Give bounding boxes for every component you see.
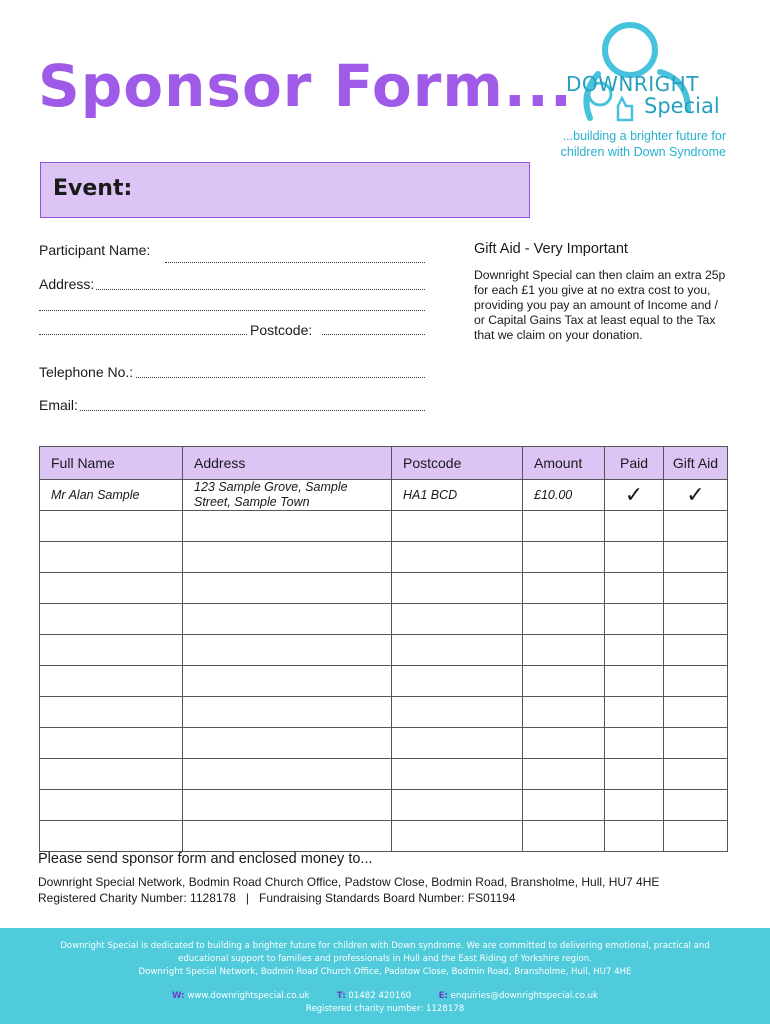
web-key: W: [171,991,185,1001]
address-cell[interactable] [183,511,392,542]
address-line-3[interactable] [39,334,247,335]
amount-cell[interactable] [523,759,605,790]
amount-cell[interactable] [523,573,605,604]
name-cell[interactable] [40,666,183,697]
logo-wordmark-downright: DOWNRIGHT [566,72,699,96]
address-cell[interactable] [183,821,392,852]
address-line-2[interactable] [39,310,425,311]
column-header-full-name: Full Name [40,447,183,480]
logo-wordmark-special: Special [644,94,720,118]
amount-cell[interactable] [523,542,605,573]
paid-cell[interactable] [605,821,664,852]
sponsor-table [39,446,728,852]
paid-cell[interactable] [605,511,664,542]
name-cell[interactable] [40,728,183,759]
footer-mission-line-2: educational support to families and professionals in Hull and the East Riding of Yorkshire region. [178,954,592,964]
amount-cell[interactable] [523,821,605,852]
address-cell[interactable] [183,728,392,759]
amount-cell[interactable] [523,728,605,759]
address-line-1[interactable] [39,289,425,290]
table-row [40,728,728,759]
name-cell[interactable] [40,790,183,821]
paid-cell[interactable] [605,604,664,635]
tagline-line-2: children with Down Syndrome [560,145,726,159]
footer-charity-number: Registered charity number: 1128178 [305,1004,465,1014]
column-header-address: Address [183,447,392,480]
address-cell[interactable] [183,573,392,604]
paid-cell[interactable] [605,728,664,759]
gift-aid-cell[interactable] [664,573,728,604]
postcode-cell[interactable] [392,759,523,790]
address-cell[interactable] [183,697,392,728]
paid-cell[interactable] [605,635,664,666]
send-address: Downright Special Network, Bodmin Road Church Office, Padstow Close, Bodmin Road, Bransholme, Hull, HU7 4HE [38,875,660,889]
gift-aid-cell[interactable] [664,666,728,697]
amount-cell[interactable] [523,697,605,728]
address-cell[interactable] [183,604,392,635]
telephone-label: Telephone No.: [39,364,134,380]
postcode-line[interactable] [322,334,425,335]
email-label: Email: [39,397,78,413]
sample-gift-aid-check[interactable]: ✓ [664,480,728,511]
gift-aid-cell[interactable] [664,635,728,666]
paid-cell[interactable] [605,697,664,728]
footer [0,928,770,1024]
postcode-cell[interactable] [392,821,523,852]
name-cell[interactable] [40,697,183,728]
gift-aid-text: Downright Special can then claim an extra 25p for each £1 you give at no extra cost to you, providing you pay an amount of Income and / or Capital Gains Tax at least equal to the Tax that we claim on your donation. [474,268,726,342]
table-header-row [40,447,728,480]
event-field[interactable] [40,162,530,218]
column-header-amount: Amount [523,447,605,480]
name-cell[interactable] [40,821,183,852]
email-link[interactable]: enquiries@downrightspecial.co.uk [450,991,599,1001]
name-cell[interactable] [40,759,183,790]
sample-postcode[interactable]: HA1 BCD [392,480,523,511]
gift-aid-cell[interactable] [664,821,728,852]
table-row [40,821,728,852]
footer-mission-line-1: Downright Special is dedicated to building a brighter future for children with Down syndrome. We are committed to delivering emotional, practical and [60,941,710,951]
address-cell[interactable] [183,790,392,821]
gift-aid-cell[interactable] [664,697,728,728]
postcode-cell[interactable] [392,573,523,604]
footer-address: Downright Special Network, Bodmin Road Church Office, Padstow Close, Bodmin Road, Bransholme, Hull, HU7 4HE [138,967,632,977]
tel-key: T: [336,991,346,1001]
tagline-line-1: ...building a brighter future for [562,129,726,143]
amount-cell[interactable] [523,790,605,821]
website-link[interactable]: www.downrightspecial.co.uk [187,991,310,1001]
table-row [40,573,728,604]
address-label: Address: [39,276,95,292]
gift-aid-cell[interactable] [664,604,728,635]
table-row [40,635,728,666]
postcode-cell[interactable] [392,511,523,542]
name-cell[interactable] [40,573,183,604]
name-cell[interactable] [40,635,183,666]
footer-contacts [0,991,770,1001]
gift-aid-cell[interactable] [664,542,728,573]
table-row-sample [40,480,728,511]
address-cell[interactable] [183,759,392,790]
paid-cell[interactable] [605,759,664,790]
address-cell[interactable] [183,542,392,573]
postcode-label: Postcode: [250,322,313,338]
address-cell[interactable] [183,635,392,666]
participant-name-line[interactable] [165,262,425,263]
sample-address-line-2: Street, Sample Town [194,495,310,509]
postcode-cell[interactable] [392,666,523,697]
table-row [40,790,728,821]
amount-cell[interactable] [523,635,605,666]
paid-cell[interactable] [605,542,664,573]
paid-cell[interactable] [605,790,664,821]
sample-paid-check[interactable]: ✓ [605,480,664,511]
paid-cell[interactable] [605,666,664,697]
amount-cell[interactable] [523,666,605,697]
sample-name[interactable]: Mr Alan Sample [40,480,183,511]
table-row [40,604,728,635]
sample-address-line-1: 123 Sample Grove, Sample [194,480,348,494]
name-cell[interactable] [40,604,183,635]
registration-numbers: Registered Charity Number: 1128178 | Fundraising Standards Board Number: FS01194 [38,891,516,905]
email-key: E: [438,991,448,1001]
name-cell[interactable] [40,542,183,573]
gift-aid-cell[interactable] [664,759,728,790]
paid-cell[interactable] [605,573,664,604]
table-row [40,542,728,573]
name-cell[interactable] [40,511,183,542]
postcode-cell[interactable] [392,728,523,759]
postcode-cell[interactable] [392,635,523,666]
table-row [40,759,728,790]
send-instructions-title: Please send sponsor form and enclosed money to... [38,851,373,867]
postcode-cell[interactable] [392,542,523,573]
sample-amount[interactable]: £10.00 [523,480,605,511]
column-header-postcode: Postcode [392,447,523,480]
participant-name-label: Participant Name: [39,242,151,258]
amount-cell[interactable] [523,604,605,635]
column-header-paid: Paid [605,447,664,480]
gift-aid-cell[interactable] [664,511,728,542]
amount-cell[interactable] [523,511,605,542]
postcode-cell[interactable] [392,604,523,635]
address-cell[interactable] [183,666,392,697]
gift-aid-cell[interactable] [664,790,728,821]
postcode-cell[interactable] [392,697,523,728]
phone-number[interactable]: 01482 420160 [348,991,412,1001]
gift-aid-title: Gift Aid - Very Important [474,241,628,257]
table-row [40,697,728,728]
sample-address[interactable] [183,480,392,511]
column-header-gift-aid: Gift Aid [664,447,728,480]
event-label: Event: [53,176,133,201]
email-line[interactable] [39,410,425,411]
gift-aid-cell[interactable] [664,728,728,759]
page-title: Sponsor Form... [38,52,573,120]
table-row [40,666,728,697]
postcode-cell[interactable] [392,790,523,821]
table-row [40,511,728,542]
